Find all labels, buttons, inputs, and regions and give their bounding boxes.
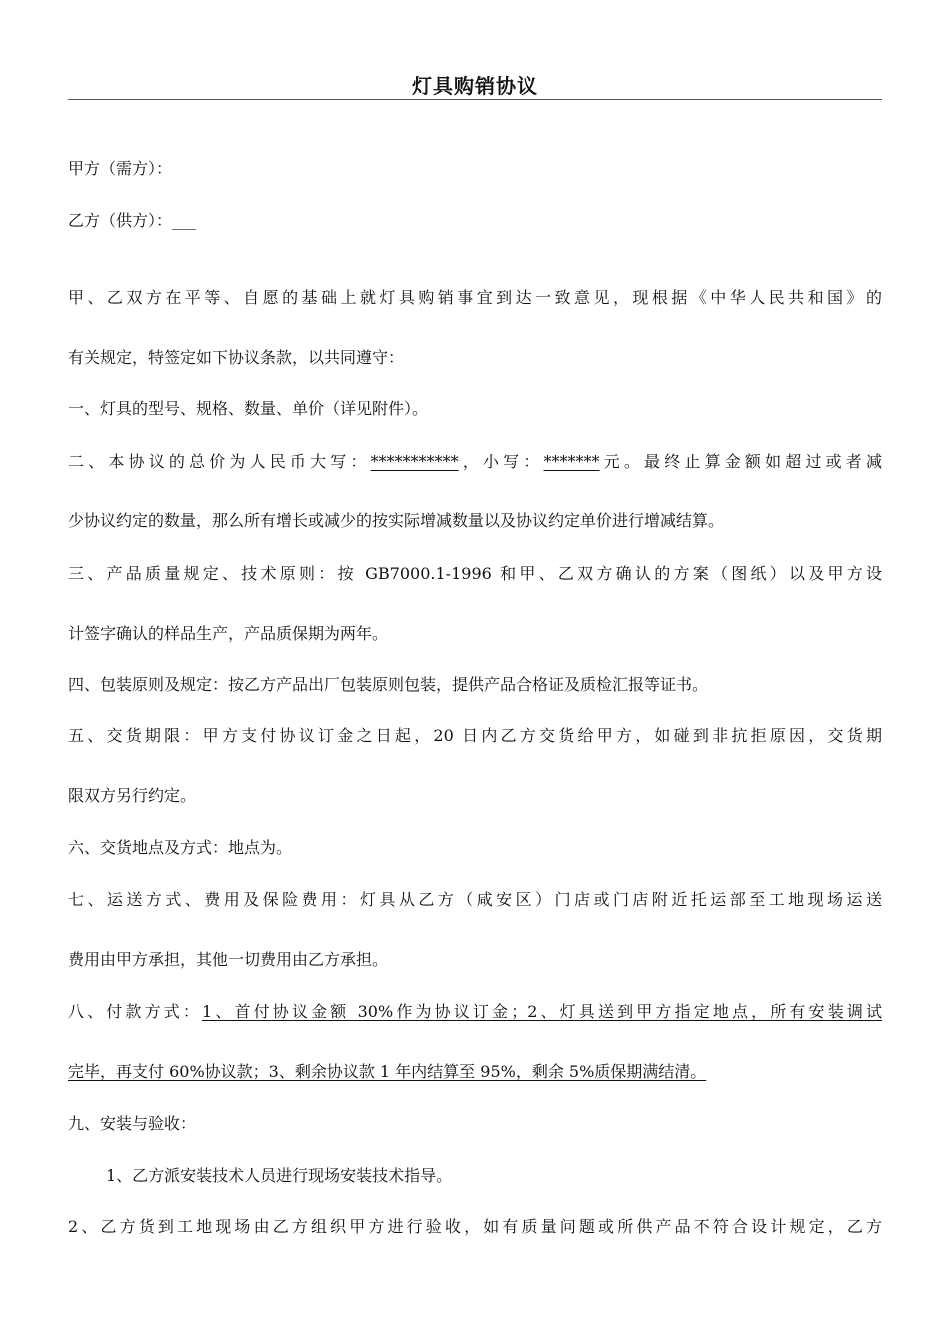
party-b-blank: ___: [172, 211, 197, 230]
clause-7-line-1: 七、运送方式、费用及保险费用：灯具从乙方（咸安区）门店或门店附近托运部至工地现场运送: [68, 890, 882, 909]
clause-8-terms-2: 完毕，再支付 60%协议款；3、剩余协议款 1 年内结算至 95%，剩余 5%质保期满结清。: [68, 1062, 707, 1081]
clause-7-line-2: 费用由甲方承担，其他一切费用由乙方承担。: [68, 950, 389, 969]
party-a-line: 甲方（需方）：: [68, 159, 173, 178]
party-b-line: [68, 209, 882, 233]
clause-2-prefix: 二、本协议的总价为人民币大写：: [68, 452, 371, 471]
clause-5-line-1: 五、交货期限：甲方支付协议订金之日起，20 日内乙方交货给甲方，如碰到非抗拒原因，交货期: [68, 726, 882, 745]
clause-2-line-2: 少协议约定的数量，那么所有增长或减少的按实际增减数量以及协议约定单价进行增减结算。: [68, 511, 725, 530]
intro-line-1: 甲、乙双方在平等、自愿的基础上就灯具购销事宜到达一致意见，现根据《中华人民共和国》的: [68, 288, 882, 307]
clause-8-line-1: [68, 1000, 882, 1024]
clause-8-label: 八、付款方式：: [68, 1002, 203, 1021]
clause-1: 一、灯具的型号、规格、数量、单价（详见附件）。: [68, 399, 429, 418]
clause-2-upper-amount: ***********: [370, 452, 459, 471]
document-title: 灯具购销协议: [412, 74, 538, 98]
clause-8-line-2: [68, 1060, 882, 1084]
clause-5-line-2: 限双方另行约定。: [68, 786, 197, 805]
party-b-label: 乙方（供方）：: [68, 211, 173, 230]
clause-6: 六、交货地点及方式：地点为。: [68, 838, 293, 857]
clause-2-suffix: 元。最终止算金额如超过或者减: [599, 452, 882, 471]
title-divider: [68, 99, 882, 100]
clause-2-middle: ，小写：: [458, 452, 544, 471]
clause-2-line-1: [68, 450, 882, 474]
clause-9-item-1: 1、乙方派安装技术人员进行现场安装技术指导。: [106, 1166, 453, 1185]
clause-9-heading: 九、安装与验收：: [68, 1114, 197, 1133]
intro-line-2: 有关规定，特签定如下协议条款，以共同遵守：: [68, 348, 405, 367]
clause-3-line-1: 三、产品质量规定、技术原则：按 GB7000.1-1996 和甲、乙双方确认的方案（图纸）以及甲方设: [68, 564, 882, 583]
clause-8-terms-1: 1、首付协议金额 30%作为协议订金；2、灯具送到甲方指定地点，所有安装调试: [202, 1002, 882, 1021]
clause-2-lower-amount: *******: [543, 452, 600, 471]
clause-3-line-2: 计签字确认的样品生产，产品质保期为两年。: [68, 624, 389, 643]
clause-4: 四、包装原则及规定：按乙方产品出厂包装原则包装，提供产品合格证及质检汇报等证书。: [68, 675, 709, 694]
clause-9-item-2: 2、乙方货到工地现场由乙方组织甲方进行验收，如有质量问题或所供产品不符合设计规定，乙方: [68, 1217, 882, 1236]
